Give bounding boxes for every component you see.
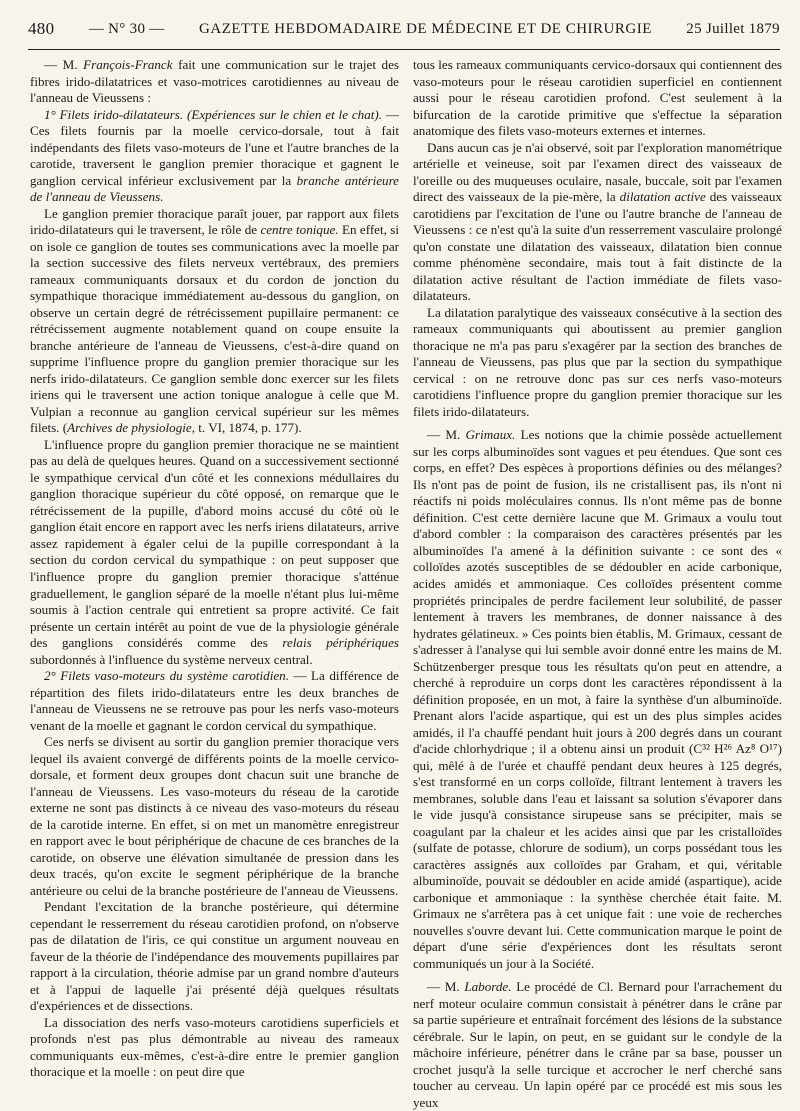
paragraph-laborde — [413, 979, 782, 1111]
paragraph-dilatation-paralytique: La dilatation paralytique des vaisseaux consécutive à la section des rameaux communiquants qui aboutissent au premier ganglion thoracique ne m'a pas paru s'exagérer par la section des branches de l'anneau de Vieussens, pas plus que par la section du sympathique cervical : on ne retrouve donc pas sur ces nerfs vaso-moteurs carotidiens l'influence propre du ganglion premier thoracique sur les filets irido-dilatateurs. — [413, 304, 782, 419]
paragraph-text: — Ces filets fournis par la moelle cervico-dorsale, tout à fait indépendants des filets vaso-moteurs de l'une et l'autre branches de la carotide, traversent le ganglion premier thoracique et gagnent le ganglion cervical inférieur exclusivement par la — [30, 106, 399, 188]
paragraph-text: Le ganglion premier thoracique paraît jouer, par rapport aux filets irido-dilatateurs qui le traversent, le rôle de — [30, 205, 399, 238]
italic-text: branche antérieure de l'anneau de Vieussens. — [30, 172, 399, 205]
running-header — [28, 14, 780, 44]
paragraph-irido-dilatateurs — [30, 107, 399, 206]
paragraph-excitation: Pendant l'excitation de la branche postérieure, qui détermine cependant le resserrement du réseau carotidien profond, on n'observe pas de dilatation de l'iris, ce qui constitue un argument nouveau en faveur de la théorie de l'indépendance des mouvements pupillaires par rapport à la circulation, théorie admise par un grand nombre d'auteurs et à l'appui de laquelle j'ai présenté déjà quelques résultats d'expériences et de dissections. — [30, 899, 399, 1014]
paragraph-continuation: tous les rameaux communiquants cervico-dorsaux qui contiennent des vaso-moteurs pour le réseau carotidien superficiel en contiennent aussi pour le réseau carotidien profond. C'est seulement à la bifurcation de la carotide primitive que s'effectue la séparation anatomique des filets vaso-moteurs externes et internes. — [413, 57, 782, 139]
right-column — [413, 57, 782, 1110]
italic-text: centre tonique. — [260, 222, 339, 238]
author-name: Laborde. — [464, 979, 512, 995]
italic-text: dilatation active — [619, 189, 706, 205]
journal-title: GAZETTE HEBDOMADAIRE DE MÉDECINE ET DE CHIRURGIE — [199, 20, 652, 37]
paragraph-dissociation: La dissociation des nerfs vaso-moteurs carotidiens superficiels et profonds n'est pas plus démontrable au niveau des rameaux communiquants eux-mêmes, c'est-à-dire entre le premier ganglion thoracique et la moelle : on peut dire que — [30, 1014, 399, 1080]
paragraph-influence — [30, 437, 399, 668]
paragraph-text: En effet, si on isole ce ganglion de toutes ses communications avec la moelle par la section successive des filets nerveux vertébraux, des premiers rameaux communiquants dorsaux et du cordon de jonction du sympathique thoracique immédiatement au-dessous du ganglion, on observe un certain degré de rétrécissement pupillaire permanent: ce rétrécissement augmente notablement quand on coupe ensuite la branche antérieure de l'anneau de Vieussens, c'est-à-dire quand on supprime l'influence propre du ganglion premier thoracique sur les nerfs irido-dilatateurs. Ce ganglion semble donc exercer sur les filets iriens qui le traversent une action tonique analogue à celle que M. Vulpian a reconnue au ganglion cervical supérieur sur les mêmes filets. ( — [30, 222, 399, 436]
paragraph-text: — La différence de répartition des filets irido-dilatateurs entre les deux branches de l'anneau de Vieussens ne se retrouve pas pour les nerfs vaso-moteurs venant de la moelle et gagnant le cordon cervical du sympathique. — [30, 668, 399, 733]
paragraph-dilatation-active — [413, 140, 782, 305]
left-column — [30, 57, 399, 1079]
paragraph-text: Dans aucun cas je n'ai observé, soit par l'exploration manométrique artérielle et veineuse, soit par l'examen direct des vaisseaux de l'oreille ou des muqueuses oculaire, nasale, buccale, soit par l'examen direct des vaisseaux de la pie-mère, la — [413, 139, 782, 205]
dash-lead: — M. — [44, 57, 78, 72]
italic-text: relais périphériques — [282, 635, 399, 651]
paragraph-nerfs: Ces nerfs se divisent au sortir du ganglion premier thoracique vers lequel ils avaient convergé de différents points de la moelle cervico-dorsale, et forment deux groupes dont chacun suit une branche de l'anneau de Vieussens. Les vaso-moteurs du réseau de la carotide externe ne sont pas distincts à ce niveau des vaso-moteurs du réseau de la carotide interne. En effet, si on met un manomètre enregistreur en rapport avec le bout périphérique de chacune de ces branches de la carotide, on observe une élévation simultanée de pression dans les deux tracés, qu'on excite le segment périphérique de la branche antérieure ou celui de la branche postérieure de l'anneau de Vieussens. — [30, 734, 399, 898]
author-name: Grimaux. — [465, 427, 516, 443]
dash-lead: — M. — [427, 427, 461, 443]
paragraph-text: Le procédé de Cl. Bernard pour l'arrachement du nerf moteur oculaire commun consistait à pénétrer dans le crâne par sa partie supérieure et entraînait forcément des lésions de la substance cérébrale. Sur le lapin, on peut, en se guidant sur le condyle de la mâchoire inférieure, pénétrer dans le crâne par sa base, pousser un crochet jusqu'à la selle turcique et accrocher le nerf cherché sans toucher au cerveau. Un lapin opéré par ce procédé est mis sous les yeux — [413, 979, 782, 1110]
author-name: François-Franck — [83, 57, 173, 72]
paragraph-text: subordonnés à l'influence du système nerveux central. — [30, 651, 313, 667]
page-number: 480 — [28, 19, 55, 38]
dash-lead: — M. — [427, 979, 460, 995]
issue-date: 25 Juillet 1879 — [686, 20, 780, 37]
paragraph-text: des vaisseaux carotidiens par l'excitation de l'une ou l'autre branche de l'anneau de Vieussens : ce n'est qu'à la suite d'un resserrement vasculaire prolongé qu'on constate une dilatation des vaisseaux, dilatation bien connue comme phénomène secondaire, mais tout à fait distincte de la dilatation active résultant de l'action immédiate de filets vaso-dilatateurs. — [413, 189, 782, 304]
paragraph-francois-franck — [30, 57, 399, 107]
issue-number: — N° 30 — — [88, 20, 165, 37]
paragraph-text: fait une communication sur le trajet des fibres irido-dilatatrices et vaso-motrices carotidiennes au niveau de l'anneau de Vieussens : — [30, 57, 399, 106]
header-rule — [28, 49, 780, 50]
citation-ref: t. VI, 1874, p. 177). — [198, 420, 302, 436]
section-heading: 1° Filets irido-dilatateurs. (Expériences sur le chien et le chat). — [44, 106, 383, 122]
section-heading: 2° Filets vaso-moteurs du système carotidien. — [44, 668, 289, 684]
citation-title: Archives de physiologie, — [67, 420, 195, 436]
paragraph-grimaux — [413, 427, 782, 972]
paragraph-vaso-moteurs — [30, 668, 399, 734]
paragraph-text: L'influence propre du ganglion premier thoracique ne se maintient pas au delà de quelques heures. Quand on a successivement sectionné le sympathique cervical d'un côté et les connexions médullaires du ganglion thoracique supérieur du côté opposé, on remarque que le rétrécissement de la pupille, d'abord moins accusé du côté où le ganglion était encore en rapport avec les nerfs iriens dilatateurs, arrive assez rapidement à égaler celui de la pupille correspondant à la section du cordon cervical du sympathique : on peut supposer que l'influence propre du ganglion premier thoracique s'atténue graduellement, le ganglion séparé de la moelle n'étant plus lui-même soumis à l'action centrale qui entretient sa propre activité. Ce fait présente un certain intérêt au point de vue de la physiologie générale des ganglions considérés comme des — [30, 436, 399, 651]
paragraph-text: Les notions que la chimie possède actuellement sur les corps albuminoïdes sont vagues et peu étendues. Que sont ces corps, en effet? Des espèces à proportions définies ou des mélanges? Ils n'ont pas de point de fusion, ils ne cristallisent pas, ils n'ont ni réactifs ni poids moléculaires connus. Ils n'ont même pas de bonne définition. C'est cette dernière lacune que M. Grimaux a voulu tout d'abord combler : la comparaison des caractères présentés par les albuminoïdes l'a amené à la définition suivante : ce sont des « colloïdes azotés susceptibles de se dédoubler en acide carbonique, acides amidés et ammoniaque. Ces colloïdes présentent comme propriétés principales de perdre facilement leur solubilité, de passer lentement à travers les membranes, de donner naissance à des hydrates gélatineux. » Ces points bien établis, M. Grimaux, cessant de s'adresser à l'analyse qui lui semble avoir donné entre les mains de M. Schützenberger presque tous les résultats qu'on peut en attendre, a cherché à reproduire un corps dont les caractères répondissent à la définition proposée, en un mot, à faire la synthèse d'un albuminoïde. Prenant alors l'acide aspartique, qui est un des plus simples acides amidés, il l'a chauffé pendant huit jours à 200 degrés dans un courant d'acide chlorhydrique ; il a obtenu ainsi un produit (C³² H²⁶ Az⁸ O¹⁷) qui, mêlé à de l'urée et chauffé pendant deux heures à 125 degrés, s'est transformé en un corps colloïde, filtrant lentement à travers les membranes, soluble dans l'eau et laissant sa solution s'évaporer dans le vide jusqu'à consistance sirupeuse sans se précipiter, mais se coagulant par la chaleur et les acides ainsi que par les cristalloïdes (sulfate de potasse, chlorure de sodium), un corps possédant tous les caractères assignés aux colloïdes par Graham, et qui, véritable albuminoïde, pouvait se dédoubler en acide amidé (aspartique), acide carbonique et ammoniaque : la synthèse cherchée était faite. M. Grimaux ne s'arrêtera pas à cet unique fait : une voie de recherches nouvelles s'ouvre devant lui. Cette communication marque le point de départ d'une série d'expériences dont les résultats seront communiqués un jour à la Société. — [413, 427, 782, 971]
paragraph-ganglion-tonique — [30, 206, 399, 437]
